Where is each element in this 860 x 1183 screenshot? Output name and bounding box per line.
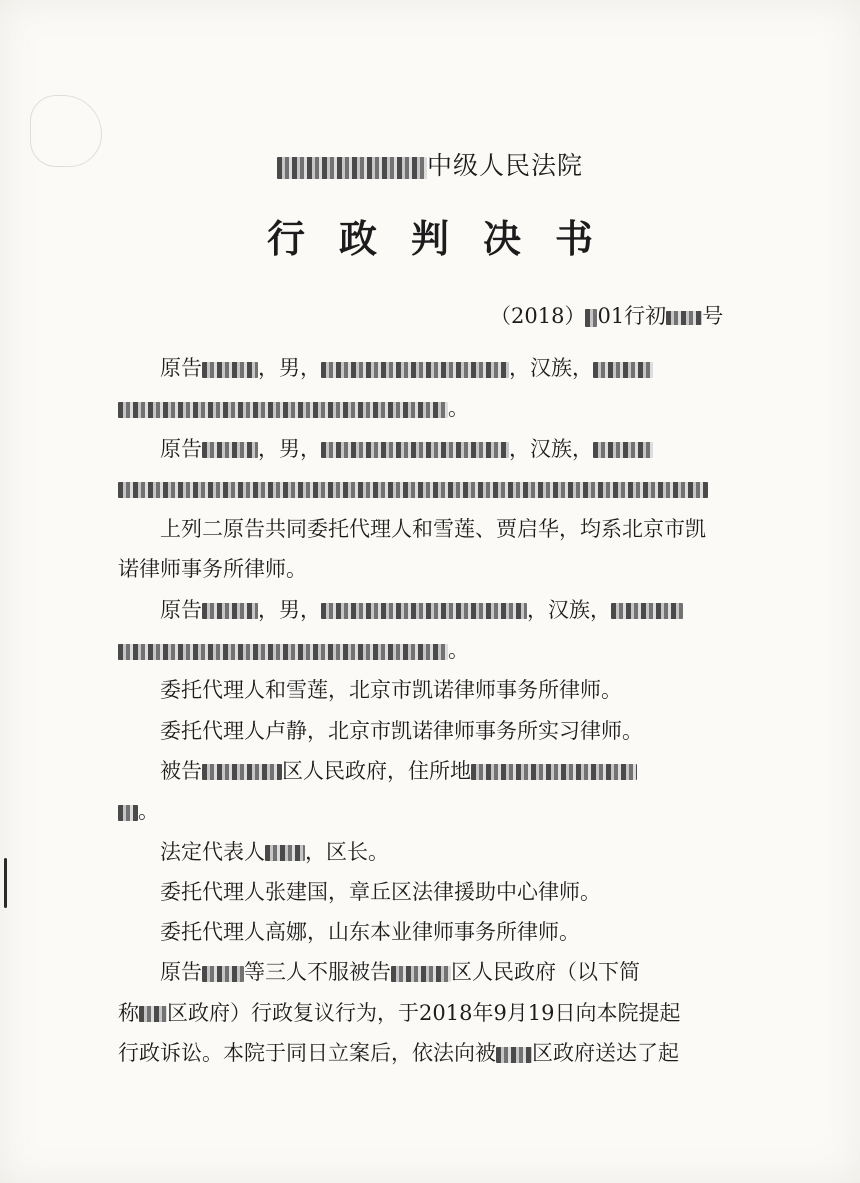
judgment-body: [118, 348, 748, 1073]
agent-zhang: 委托代理人张建国，章丘区法律援助中心律师。: [160, 879, 601, 904]
redacted-name: [202, 362, 258, 378]
defendant: 被告 区人民政府，住所地 。: [118, 751, 748, 832]
redacted-birth: [321, 442, 509, 458]
redacted-name: [202, 603, 258, 619]
redacted-name: [202, 442, 258, 458]
plaintiff-1: 原告 ，男， ，汉族， 。: [118, 348, 748, 429]
redacted-name: [202, 966, 244, 982]
redacted-court-location: [277, 157, 427, 179]
agent-gao: 委托代理人高娜，山东本业律师事务所律师。: [160, 920, 580, 945]
case-background: 原告 等三人不服被告 区人民政府（以下简 称 区政府）行政复议行为，于2018年9月19日向本院提起 行政诉讼。本院于同日立案后，依法向被 区政府送达了起: [118, 960, 681, 1066]
binding-mark: [4, 858, 7, 908]
redacted-address: [611, 603, 683, 619]
redacted-address: [593, 442, 653, 458]
redacted-address-line2: [118, 402, 448, 418]
redacted-birth: [321, 362, 509, 378]
agent-lu: 委托代理人卢静，北京市凯诺律师事务所实习律师。: [160, 718, 643, 743]
redacted-district: [391, 966, 451, 982]
joint-agents: 上列二原告共同委托代理人和雪莲、贾启华，均系北京市凯 诺律师事务所律师。: [118, 517, 706, 582]
redacted-name: [265, 845, 305, 861]
redacted-district: [139, 1006, 167, 1022]
agent-he: 委托代理人和雪莲，北京市凯诺律师事务所律师。: [160, 678, 622, 703]
redacted-district: [496, 1047, 532, 1063]
plaintiff-3: 原告 ，男， ，汉族， 。: [118, 590, 748, 671]
legal-representative: 法定代表人 ，区长。: [160, 839, 389, 864]
case-number: （2018） 01行初 号: [490, 304, 724, 328]
document-title: 行政判决书: [266, 216, 627, 261]
redacted-address-line2: [118, 644, 448, 660]
court-name: 中级人民法院: [0, 146, 860, 182]
redacted-birth: [321, 603, 527, 619]
plaintiff-2: 原告 ，男， ，汉族，: [118, 429, 748, 510]
redacted-address-line2: [118, 482, 708, 498]
redacted-case-code: [585, 309, 597, 327]
redacted-address: [593, 362, 653, 378]
redacted-address-line2: [118, 805, 138, 821]
redacted-case-serial: [666, 311, 702, 325]
redacted-district: [202, 764, 282, 780]
redacted-address: [471, 764, 637, 780]
